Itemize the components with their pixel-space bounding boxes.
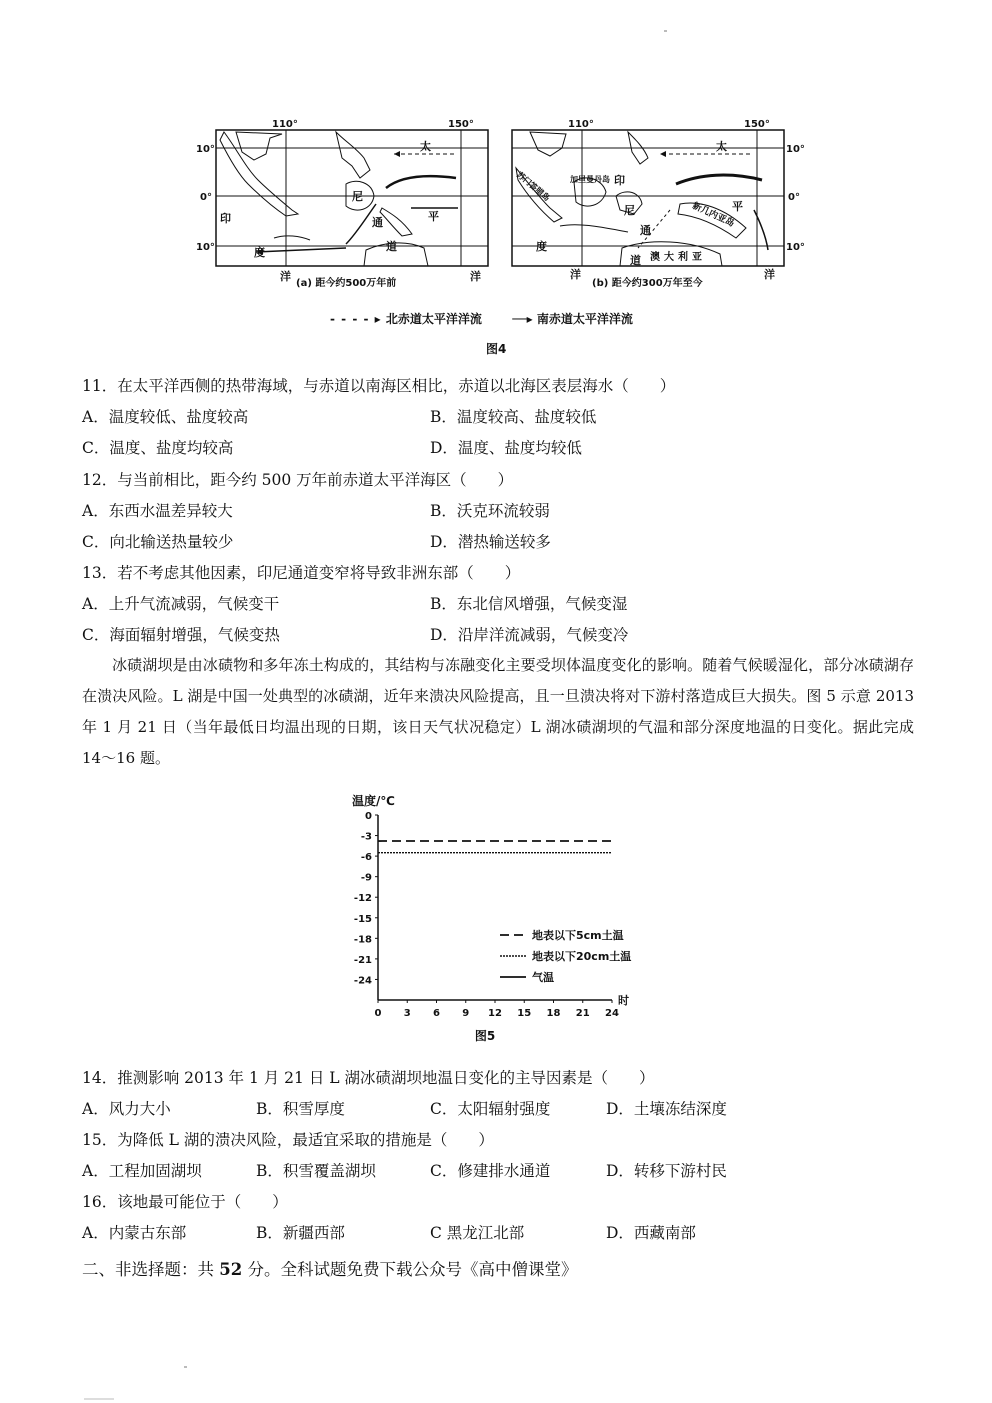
map-a-label-yang-left: 洋 <box>280 270 291 283</box>
x-tick-label: 0 <box>374 1008 382 1019</box>
map-a-label-tai: 太 <box>420 140 431 153</box>
x-tick-label: 18 <box>546 1008 561 1019</box>
q12-option-c[interactable]: C．向北输送热量较少 <box>82 533 234 551</box>
map-b <box>510 118 810 288</box>
legend-solid-arrow-icon: ──▸ <box>512 312 533 326</box>
map-b-lon-150: 150° <box>744 119 770 130</box>
map-a-label-ni: 尼 <box>352 190 363 203</box>
q13-stem: 13．若不考虑其他因素，印尼通道变窄将导致非洲东部（ ） <box>82 564 521 582</box>
y-axis-label: 温度/℃ <box>352 794 395 808</box>
legend-north-current: 北赤道太平洋洋流 <box>385 312 482 326</box>
q13-option-d[interactable]: D．沿岸洋流减弱，气候变冷 <box>430 626 629 644</box>
q12-stem: 12．与当前相比，距今约 500 万年前赤道太平洋海区（ ） <box>82 471 514 489</box>
map-a-lat-10n: 10° <box>196 144 215 155</box>
q14-option-b[interactable]: B．积雪厚度 <box>256 1100 345 1118</box>
legend-label-1: 地表以下20cm土温 <box>532 950 632 963</box>
scan-speck <box>184 1366 187 1368</box>
chart-title: 图5 <box>474 1029 496 1043</box>
q16-option-c[interactable]: C 黑龙江北部 <box>430 1224 525 1242</box>
map-a-caption: (a) 距今约500万年前 <box>296 278 397 288</box>
q11-option-d[interactable]: D．温度、盐度均较低 <box>430 439 582 457</box>
figure4-legend <box>330 310 633 327</box>
map-b-lat-10n: 10° <box>786 144 805 155</box>
legend-label-2: 气温 <box>532 971 554 984</box>
map-b-label-ping: 平 <box>732 200 743 213</box>
figure5-chart <box>340 785 660 1045</box>
map-b-label-tong: 通 <box>640 224 651 237</box>
q15-stem: 15．为降低 L 湖的溃决风险，最适宜采取的措施是（ ） <box>82 1131 494 1149</box>
map-b-label-yang-left: 洋 <box>570 268 581 281</box>
scan-speck <box>84 1398 114 1400</box>
q15-option-c[interactable]: C．修建排水通道 <box>430 1162 551 1180</box>
q16-option-a[interactable]: A．内蒙古东部 <box>82 1224 187 1242</box>
q11-option-b[interactable]: B．温度较高、盐度较低 <box>430 408 597 426</box>
q12-option-d[interactable]: D．潜热输送较多 <box>430 533 551 551</box>
map-b-label-new-guinea: 新几内亚岛 <box>690 201 736 230</box>
section-2-heading <box>82 1256 577 1280</box>
map-b-lat-0: 0° <box>788 192 800 203</box>
map-a-lon-150: 150° <box>448 119 474 130</box>
q14-option-d[interactable]: D．土壤冻结深度 <box>606 1100 727 1118</box>
map-b-label-du: 度 <box>536 240 547 253</box>
q12-option-a[interactable]: A．东西水温差异较大 <box>82 502 233 520</box>
q11-option-c[interactable]: C．温度、盐度均较高 <box>82 439 234 457</box>
q16-option-b[interactable]: B．新疆西部 <box>256 1224 345 1242</box>
map-b-label-yang-right: 洋 <box>764 268 775 281</box>
map-a-label-yang-right: 洋 <box>470 270 481 283</box>
x-tick-label: 21 <box>575 1008 590 1019</box>
y-tick-label: -3 <box>360 831 372 843</box>
y-tick-label: -24 <box>353 975 372 987</box>
map-a-label-dao: 道 <box>386 240 397 253</box>
map-a-label-yin: 印 <box>220 212 231 225</box>
x-axis-label: 时 <box>618 994 629 1007</box>
map-a-label-ping: 平 <box>428 210 439 223</box>
map-b-svg <box>510 118 810 288</box>
map-a-label-tong: 通 <box>372 216 383 229</box>
q13-option-c[interactable]: C．海面辐射增强，气候变热 <box>82 626 280 644</box>
y-tick-label: 0 <box>365 811 372 822</box>
x-tick-label: 15 <box>517 1008 532 1019</box>
legend-label-0: 地表以下5cm土温 <box>532 929 624 942</box>
map-b-lon-110: 110° <box>568 119 594 130</box>
map-b-label-dao: 道 <box>630 254 641 267</box>
q16-option-d[interactable]: D．西藏南部 <box>606 1224 696 1242</box>
x-tick-label: 3 <box>403 1008 411 1019</box>
q14-option-c[interactable]: C．太阳辐射强度 <box>430 1100 551 1118</box>
x-tick-label: 12 <box>488 1008 502 1019</box>
q15-option-d[interactable]: D．转移下游村民 <box>606 1162 727 1180</box>
section-2-score: 52 <box>219 1260 243 1279</box>
q11-stem: 11．在太平洋西侧的热带海域，与赤道以南海区相比，赤道以北海区表层海水（ ） <box>82 377 676 395</box>
y-tick-label: -18 <box>353 934 372 946</box>
q16-stem: 16．该地最可能位于（ ） <box>82 1193 288 1211</box>
map-a <box>196 118 492 288</box>
map-a-lat-10s: 10° <box>196 242 215 253</box>
passage-text: 冰碛湖坝是由冰碛物和多年冻土构成的，其结构与冻融变化主要受坝体温度变化的影响。随着气候暖湿化，部分冰碛湖存在溃决风险。L 湖是中国一处典型的冰碛湖，近年来溃决风险提高，且一旦溃决将对下游村落造成巨大损失。图 5 示意 2013 年 1 月 21 日（当年最低日均温出现的日期，该日天气状况稳定）L 湖冰碛湖坝的气温和部分深度地温的日变化。据此完成 14～16 题。 <box>82 656 914 767</box>
q15-option-a[interactable]: A．工程加固湖坝 <box>82 1162 202 1180</box>
map-a-svg <box>196 118 492 288</box>
y-tick-label: -12 <box>353 893 372 905</box>
q15-option-b[interactable]: B．积雪覆盖湖坝 <box>256 1162 376 1180</box>
map-b-caption: (b) 距今约300万年至今 <box>592 278 703 288</box>
q14-stem: 14．推测影响 2013 年 1 月 21 日 L 湖冰碛湖坝地温日变化的主导因素是（ ） <box>82 1069 655 1087</box>
x-tick-label: 24 <box>605 1008 619 1019</box>
map-b-label-ni: 尼 <box>624 204 635 217</box>
q13-option-a[interactable]: A．上升气流减弱，气候变干 <box>82 595 280 613</box>
map-b-label-kalimantan: 加里曼丹岛 <box>570 175 610 184</box>
map-b-label-yin: 印 <box>614 174 625 187</box>
legend-south-current: 南赤道太平洋洋流 <box>536 312 633 326</box>
map-b-label-tai: 太 <box>716 140 727 153</box>
map-b-label-australia: 澳大利亚 <box>650 252 706 263</box>
legend-dashed-arrow-icon: - - - - ▸ <box>330 312 382 326</box>
y-tick-label: -9 <box>360 872 372 884</box>
map-a-lon-110: 110° <box>272 119 298 130</box>
figure5-svg <box>340 785 660 1045</box>
q14-option-a[interactable]: A．风力大小 <box>82 1100 171 1118</box>
map-a-label-du: 度 <box>254 246 265 259</box>
x-tick-label: 6 <box>433 1008 440 1019</box>
x-tick-label: 9 <box>462 1008 470 1019</box>
section-2-prefix: 二、非选择题：共 <box>82 1260 220 1279</box>
q12-option-b[interactable]: B．沃克环流较弱 <box>430 502 550 520</box>
y-tick-label: -21 <box>353 954 372 966</box>
y-tick-label: -15 <box>353 913 372 925</box>
map-b-label-sumatra: 苏门答腊岛 <box>515 170 552 203</box>
section-2-suffix: 分。全科试题免费下载公众号《高中僧课堂》 <box>242 1260 578 1279</box>
y-tick-label: -6 <box>360 852 372 864</box>
figure4-label: 图4 <box>486 342 507 356</box>
map-a-lat-0: 0° <box>200 192 212 203</box>
map-b-lat-10s: 10° <box>786 242 805 253</box>
scan-speck <box>664 30 667 32</box>
q13-option-b[interactable]: B．东北信风增强，气候变湿 <box>430 595 628 613</box>
q11-option-a[interactable]: A．温度较低、盐度较高 <box>82 408 249 426</box>
